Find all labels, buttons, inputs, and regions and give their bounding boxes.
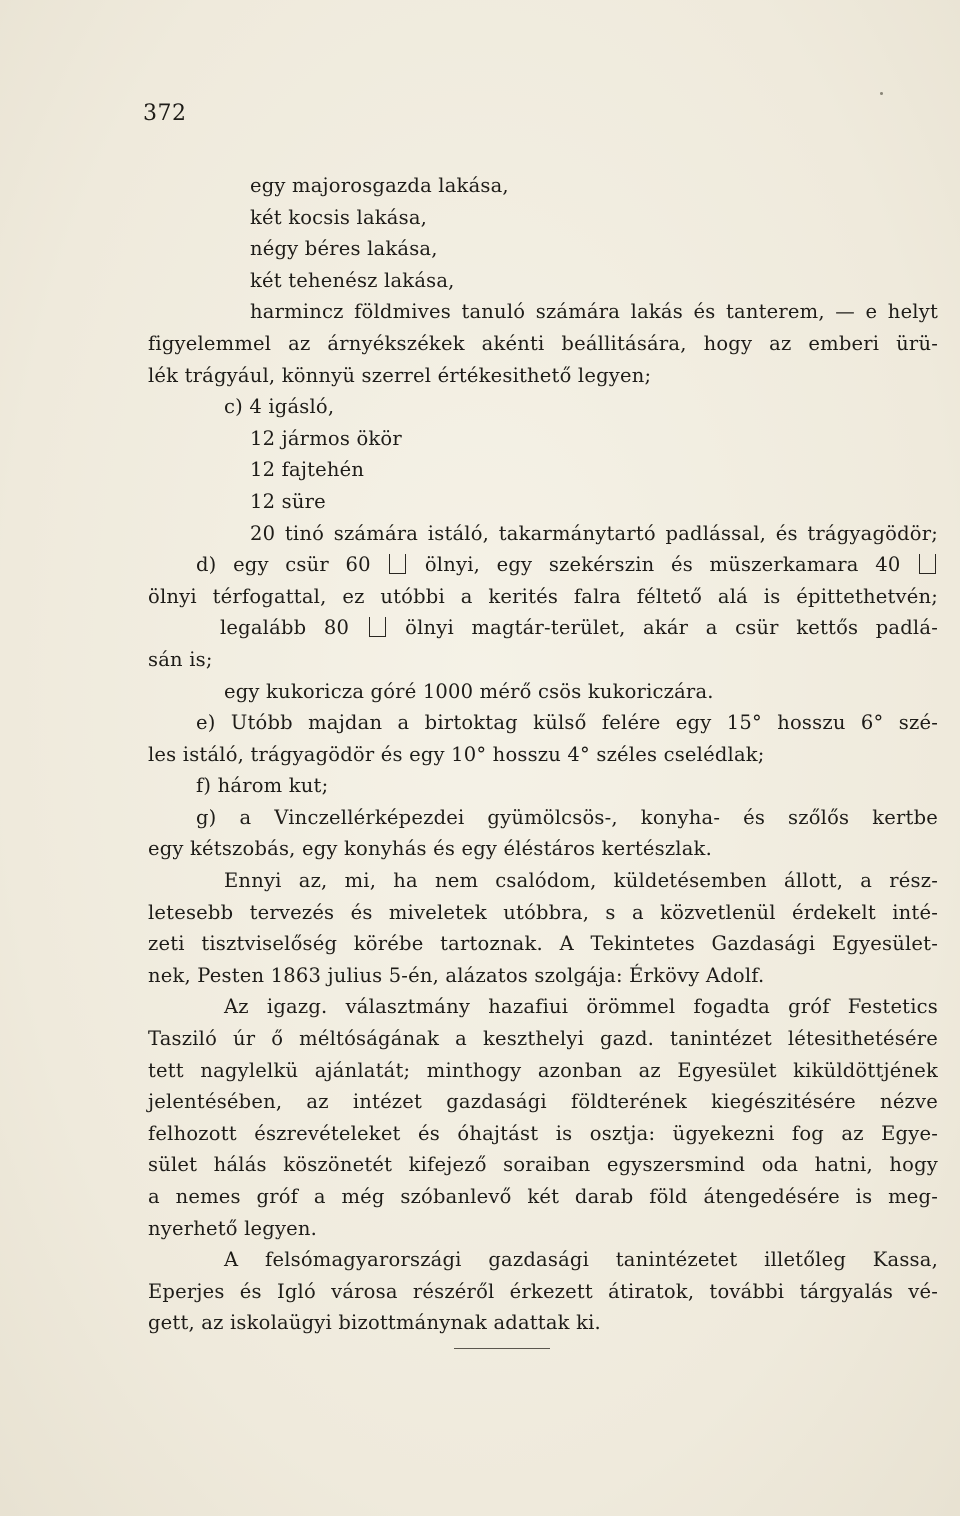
text-line: ölnyi térfogattal, ez utóbbi a kerités falra féltető alá is épittethetvén; [148, 584, 938, 608]
text-line: 12 jármos ökör [250, 426, 402, 450]
text-line: g) a Vinczellérképezdei gyümölcsös-, konyha- és szőlős kertbe [196, 805, 938, 829]
text-line: gett, az iskolaügyi bizottmánynak adattak ki. [148, 1311, 601, 1335]
text-line [148, 549, 938, 581]
text-line [148, 612, 938, 644]
text-line: harmincz földmives tanuló számára lakás és tanterem, — e helyt [250, 300, 938, 324]
text-line: lék trágyául, könnyü szerrel értékesithető legyen; [148, 363, 652, 387]
square-unit-symbol [369, 617, 386, 637]
text-line: négy béres lakása, [250, 237, 438, 261]
text-line: Tasziló úr ő méltóságának a keszthelyi gazd. tanintézet létesithetésére [148, 1027, 938, 1051]
text-line: f) három kut; [196, 774, 329, 798]
text-line: A felsómagyarországi gazdasági tanintézetet illetőleg Kassa, [224, 1248, 938, 1272]
text-line: e) Utóbb majdan a birtoktag külső felére egy 15° hosszu 6° szé- [196, 711, 938, 735]
text-line: sület hálás köszönetét kifejező soraiban egyszersmind oda hatni, hogy [148, 1153, 938, 1177]
text-line: egy kukoricza góré 1000 mérő csös kukoriczára. [224, 679, 714, 703]
text-line: nek, Pesten 1863 julius 5-én, alázatos szolgája: Érkövy Adolf. [148, 963, 765, 987]
text-line: 20 tinó számára istáló, takarmánytartó padlással, és trágyagödör; [250, 521, 938, 545]
closing-rule [454, 1348, 550, 1349]
text-line: egy majorosgazda lakása, [250, 174, 509, 197]
page-number: 372 [143, 101, 187, 126]
text-segment: ölnyi magtár-terület, akár a csür kettős padlá- [387, 616, 938, 640]
text-segment: legalább 80 [220, 616, 367, 640]
body-text [148, 170, 938, 1339]
text-line: Az igazg. választmány hazafiui örömmel fogadta gróf Festetics [224, 995, 938, 1019]
square-unit-symbol [919, 554, 936, 574]
text-line: tett nagylelkü ajánlatát; minthogy azonban az Egyesület kiküldöttjének [148, 1058, 938, 1082]
text-line: 12 süre [250, 489, 326, 513]
text-line: egy kétszobás, egy konyhás és egy éléstáros kertészlak. [148, 837, 712, 861]
text-line: les istáló, trágyagödör és egy 10° hosszu 4° széles cselédlak; [148, 742, 765, 766]
text-line: 12 fajtehén [250, 458, 365, 482]
text-line: sán is; [148, 647, 213, 671]
paper-speck [880, 92, 883, 95]
text-line: két tehenész lakása, [250, 268, 455, 292]
text-line: Eperjes és Igló városa részéről érkezett átiratok, további tárgyalás vé- [148, 1279, 938, 1303]
text-line: a nemes gróf a még szóbanlevő két darab föld átengedésére is meg- [148, 1185, 938, 1208]
text-line: felhozott észrevételeket és óhajtást is osztja: ügyekezni fog az Egye- [148, 1121, 938, 1145]
text-line: figyelemmel az árnyékszékek akénti beállitására, hogy az emberi ürü- [148, 331, 938, 355]
text-line: letesebb tervezés és miveletek utóbbra, s a közvetlenül érdekelt inté- [148, 900, 938, 924]
text-line: nyerhető legyen. [148, 1216, 318, 1240]
square-unit-symbol [389, 554, 406, 574]
text-line: jelentésében, az intézet gazdasági földterének kiegészitésére nézve [148, 1090, 938, 1114]
text-segment: d) egy csür 60 [196, 553, 388, 577]
text-line: c) 4 igásló, [224, 395, 335, 419]
text-segment: ölnyi, egy szekérszin és müszerkamara 40 [408, 553, 918, 577]
text-line: zeti tisztviselőség körébe tartoznak. A Tekintetes Gazdasági Egyesület- [148, 932, 938, 956]
text-line: két kocsis lakása, [250, 205, 428, 229]
text-line: Ennyi az, mi, ha nem csalódom, küldetésemben állott, a rész- [224, 869, 938, 893]
